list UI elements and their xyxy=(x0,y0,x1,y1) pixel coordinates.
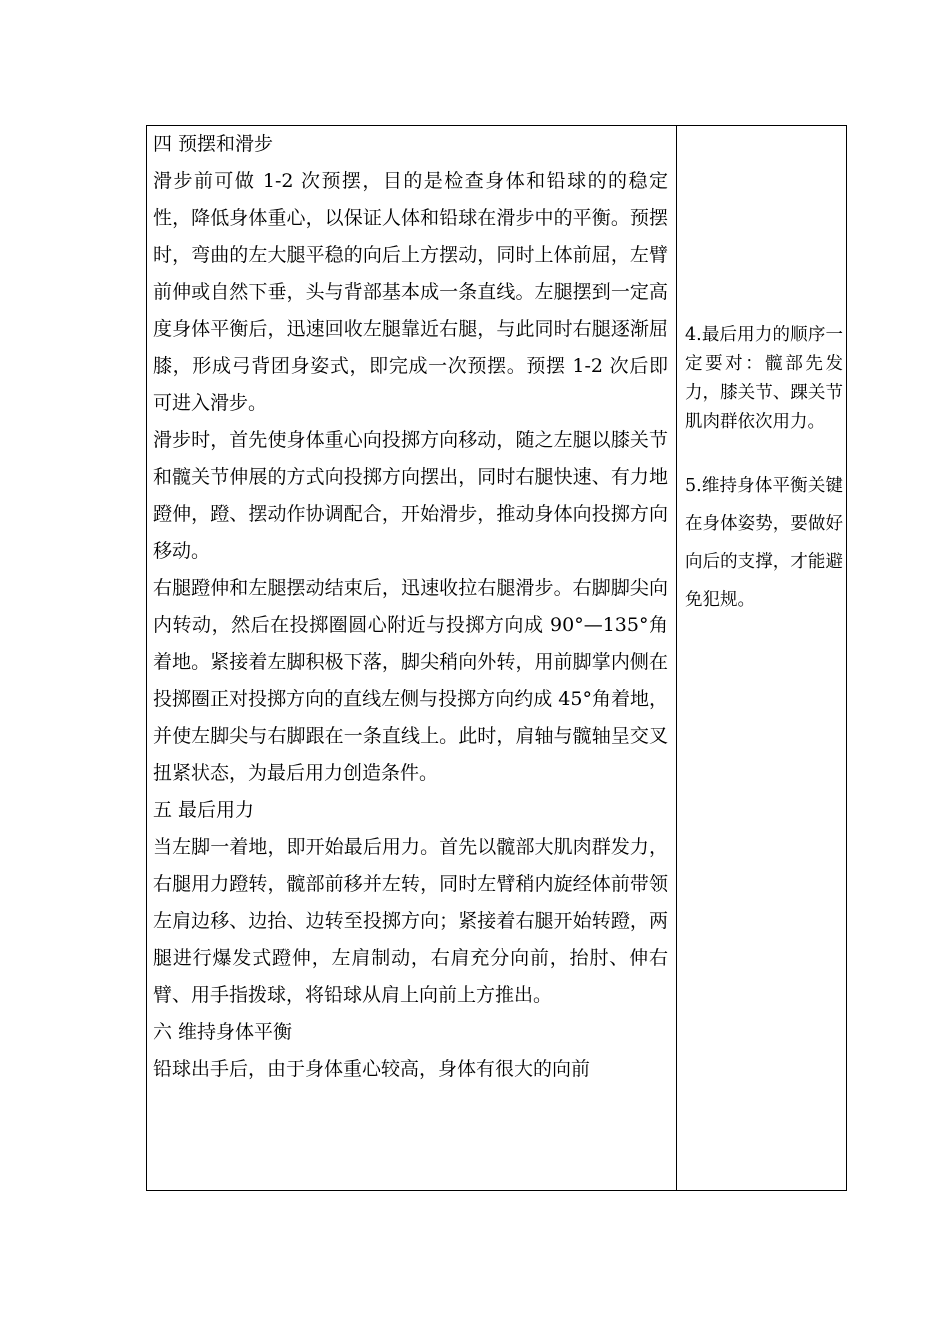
main-content-cell xyxy=(153,126,668,1088)
notes-cell xyxy=(685,321,843,619)
note-balance: 5.维持身体平衡关键在身体姿势，要做好向后的支撑，才能避免犯规。 xyxy=(685,476,843,610)
paragraph-pre-swing: 滑步前可做 1-2 次预摆，目的是检查身体和铅球的的稳定性，降低身体重心，以保证人体和铅球在滑步中的平衡。预摆时，弯曲的左大腿平稳的向后上方摆动，同时上体前屈，左臂前伸或自然下垂，头与背部基本成一条直线。左腿摆到一定高度身体平衡后，迅速回收左腿靠近右腿，与此同时右腿逐渐屈膝，形成弓背团身姿式，即完成一次预摆。预摆 1-2 次后即可进入滑步。 xyxy=(153,170,668,414)
column-divider xyxy=(676,126,677,1190)
paragraph-final-force: 当左脚一着地，即开始最后用力。首先以髋部大肌肉群发力，右腿用力蹬转，髋部前移并左转，同时左臂稍内旋经体前带领左肩边移、边抬、边转至投掷方向；紧接着右腿开始转蹬，两腿进行爆发式蹬伸，左肩制动，右肩充分向前，抬肘、伸右臂、用手指拨球，将铅球从肩上向前上方推出。 xyxy=(153,836,668,1006)
section-heading-final-force: 五 最后用力 xyxy=(153,799,255,821)
paragraph-balance: 铅球出手后，由于身体重心较高，身体有很大的向前 xyxy=(153,1058,591,1080)
section-heading-balance: 六 维持身体平衡 xyxy=(153,1021,293,1043)
section-heading-pre-swing: 四 预摆和滑步 xyxy=(153,133,274,155)
paragraph-right-leg: 右腿蹬伸和左腿摆动结束后，迅速收拉右腿滑步。右脚脚尖向内转动，然后在投掷圈圆心附近与投掷方向成 90°—135°角着地。紧接着左脚积极下落，脚尖稍向外转，用前脚掌内侧在投掷圈正对投掷方向的直线左侧与投掷方向约成 45°角着地，并使左脚尖与右脚跟在一条直线上。此时，肩轴与髋轴呈交叉扭紧状态，为最后用力创造条件。 xyxy=(153,577,668,784)
document-table xyxy=(146,125,847,1191)
paragraph-glide: 滑步时，首先使身体重心向投掷方向移动，随之左腿以膝关节和髋关节伸展的方式向投掷方向摆出，同时右腿快速、有力地蹬伸，蹬、摆动作协调配合，开始滑步，推动身体向投掷方向移动。 xyxy=(153,429,668,562)
note-final-force-order: 4.最后用力的顺序一定要对：髋部先发力，膝关节、踝关节肌肉群依次用力。 xyxy=(685,325,843,432)
